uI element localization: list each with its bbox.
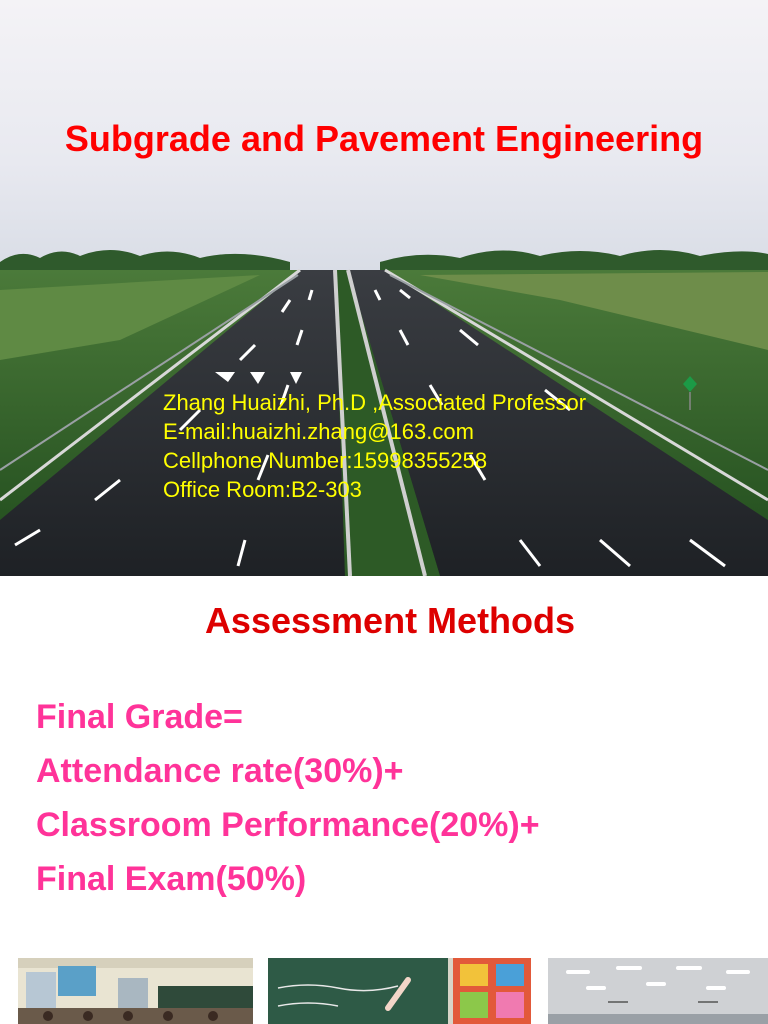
instructor-phone: Cellphone Number:15998355258 bbox=[163, 448, 488, 473]
grade-line-exam: Final Exam(50%) bbox=[36, 860, 307, 898]
instructor-email: E-mail:huaizhi.zhang@163.com bbox=[163, 419, 474, 444]
instructor-info bbox=[163, 388, 586, 504]
blackboard-photo bbox=[268, 958, 531, 1024]
grade-formula bbox=[36, 690, 540, 906]
grade-line-attendance: Attendance rate(30%)+ bbox=[36, 752, 404, 790]
assessment-slide bbox=[0, 576, 768, 1024]
grade-line-final: Final Grade= bbox=[36, 698, 243, 736]
instructor-name: Zhang Huaizhi, Ph.D ,Associated Professor bbox=[163, 390, 587, 415]
grade-line-performance: Classroom Performance(20%)+ bbox=[36, 806, 540, 844]
classroom-photo bbox=[18, 958, 253, 1024]
lecture-hall-photo bbox=[548, 958, 768, 1024]
instructor-office: Office Room:B2-303 bbox=[163, 477, 362, 502]
assessment-title: Assessment Methods bbox=[204, 600, 576, 641]
course-title: Subgrade and Pavement Engineering bbox=[64, 118, 704, 159]
